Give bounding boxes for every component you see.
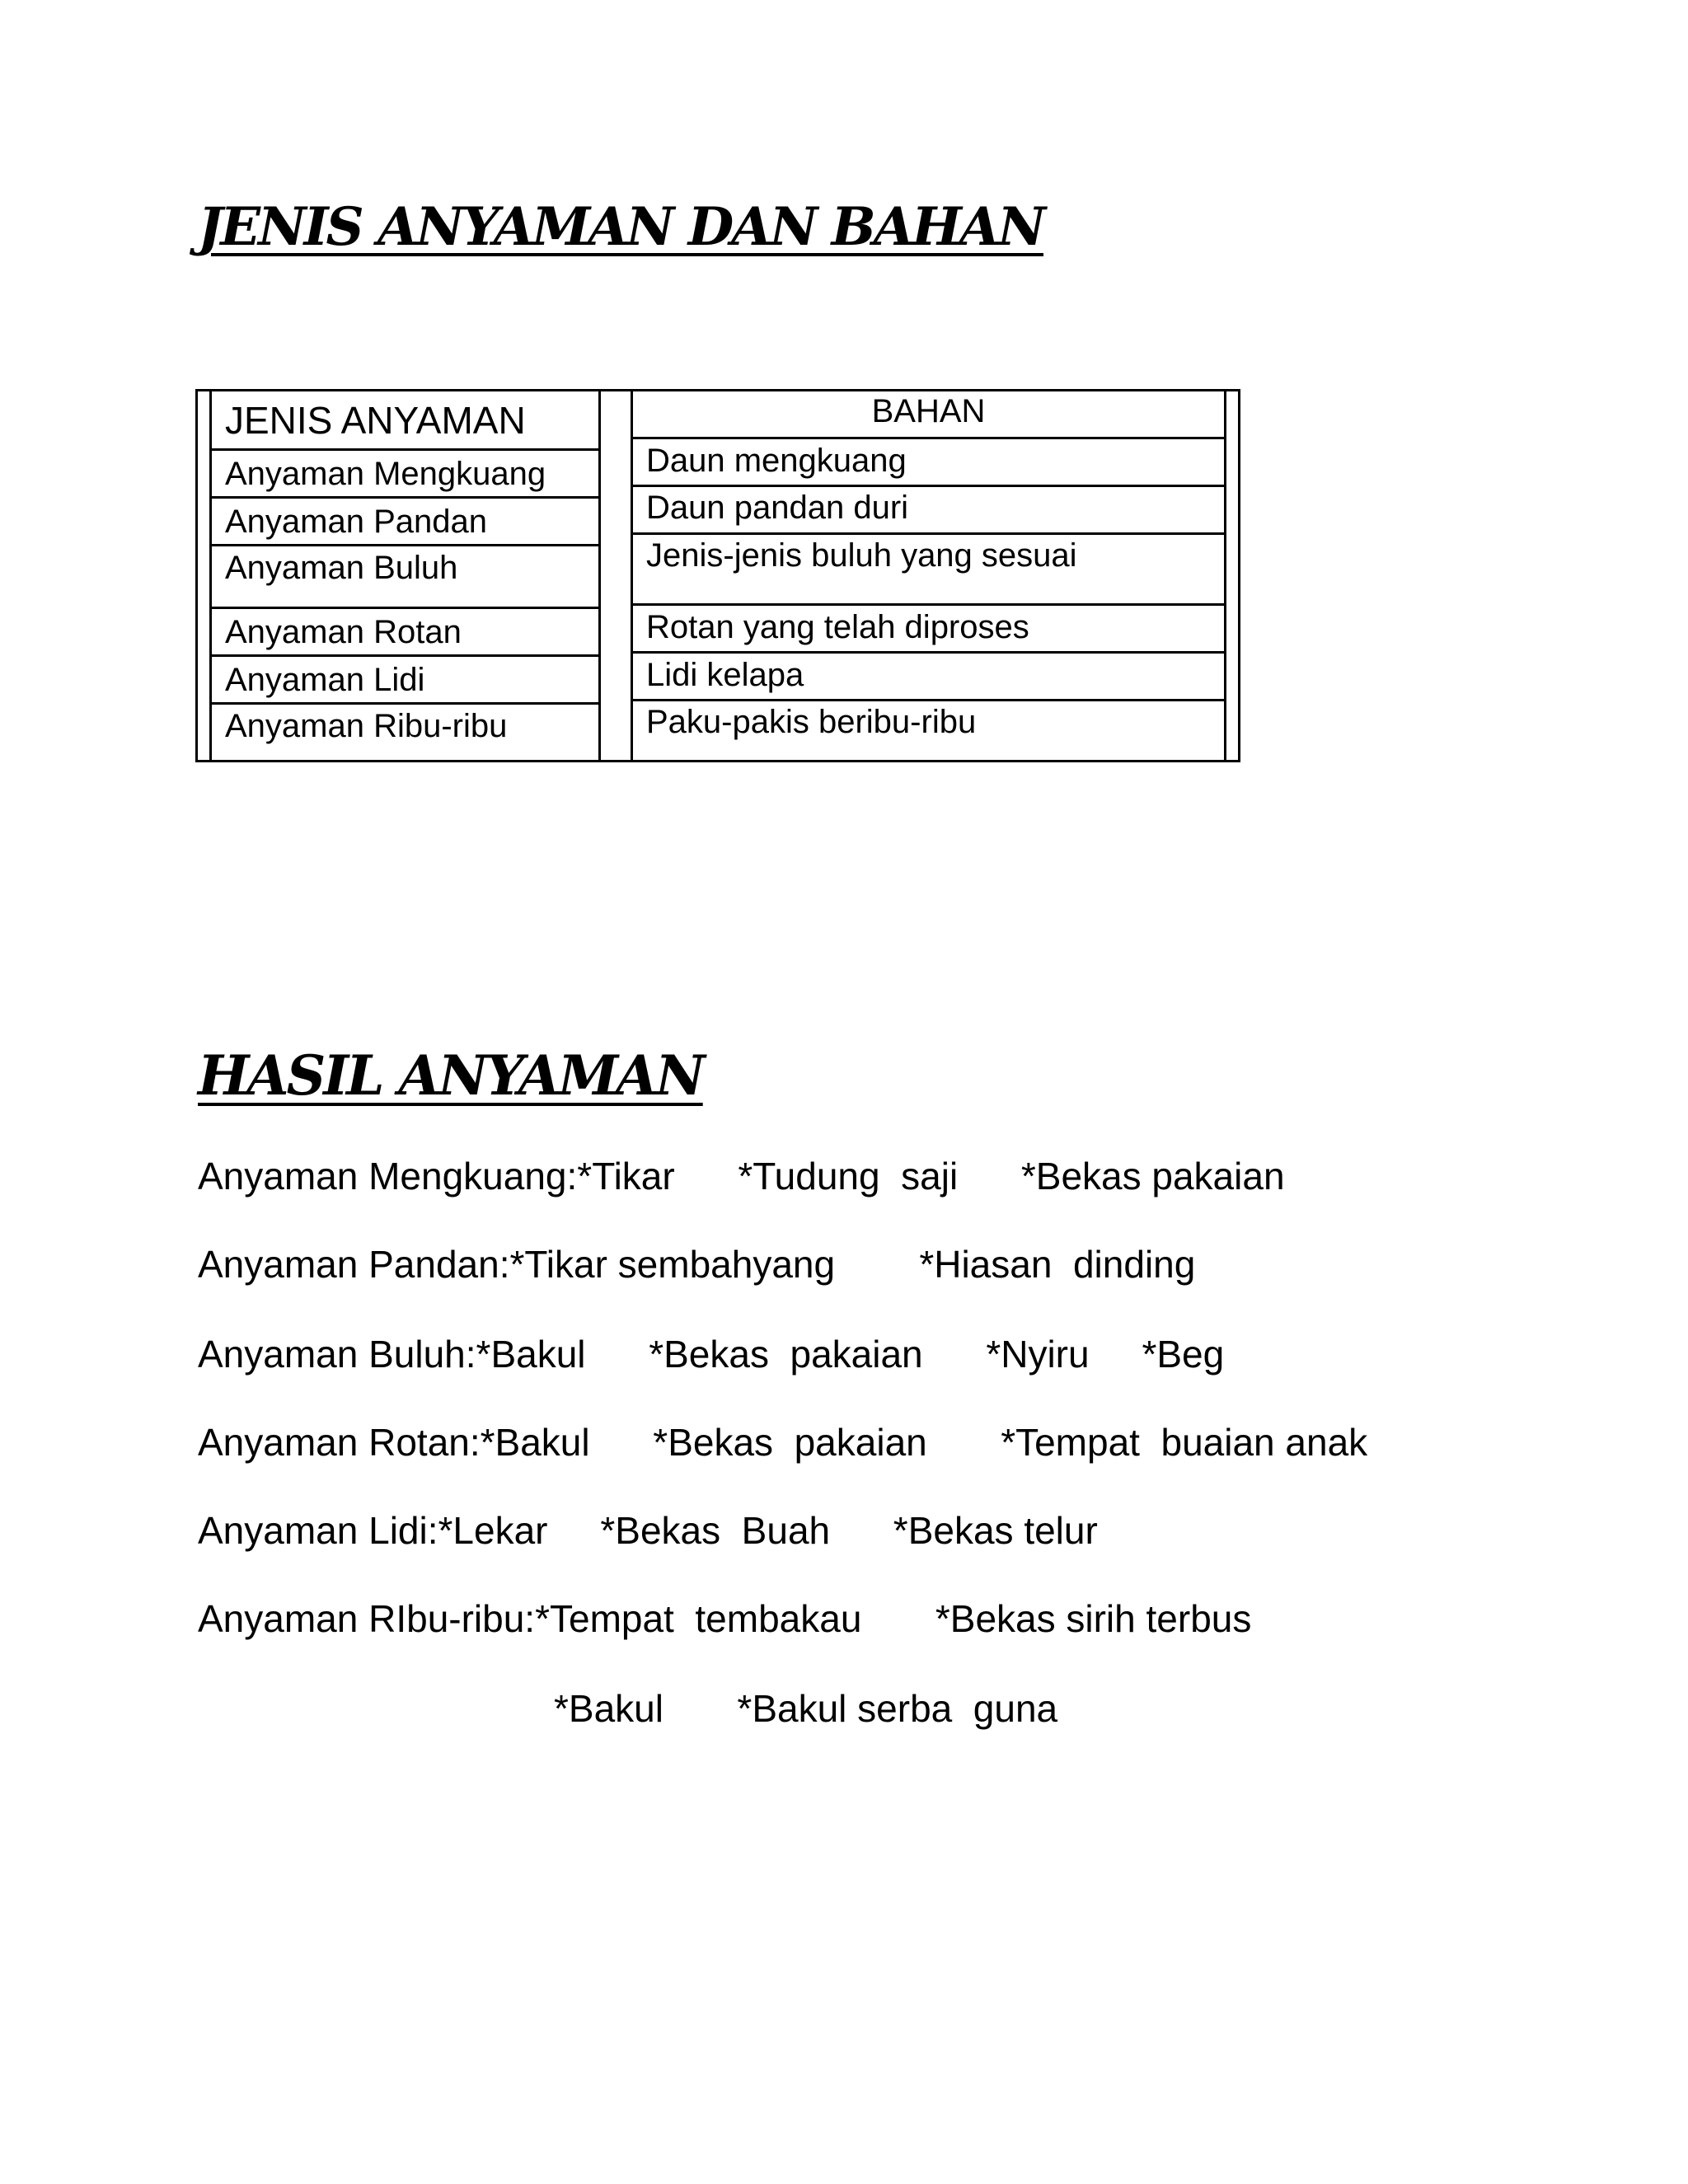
table-cell-bahan: Daun pandan duri bbox=[633, 485, 1224, 532]
table-cell-jenis: Anyaman Lidi bbox=[212, 654, 598, 702]
table-cell-bahan: Rotan yang telah diproses bbox=[633, 603, 1224, 651]
hasil-line: Anyaman Rotan:*Bakul *Bekas pakaian *Tempat buaian anak bbox=[198, 1421, 1368, 1464]
section-title-jenis-anyaman: JENIS ANYAMAN DAN BAHAN bbox=[198, 196, 1043, 258]
table-cell-jenis: Anyaman Buluh bbox=[212, 544, 598, 607]
hasil-line: Anyaman Buluh:*Bakul *Bekas pakaian *Nyiru *Beg bbox=[198, 1333, 1225, 1376]
table-cell-bahan: Jenis-jenis buluh yang sesuai bbox=[633, 532, 1224, 603]
table-cell-bahan: Paku-pakis beribu-ribu bbox=[633, 699, 1224, 761]
table-cell-jenis: Anyaman Ribu-ribu bbox=[212, 702, 598, 761]
hasil-line-continuation: *Bakul *Bakul serba guna bbox=[554, 1687, 1058, 1730]
table-cell-bahan: Daun mengkuang bbox=[633, 437, 1224, 485]
hasil-line: Anyaman Pandan:*Tikar sembahyang *Hiasan dinding bbox=[198, 1243, 1196, 1286]
table-cell-jenis: Anyaman Pandan bbox=[212, 496, 598, 544]
table-cell-jenis: Anyaman Mengkuang bbox=[212, 448, 598, 496]
table-header-jenis: JENIS ANYAMAN bbox=[225, 399, 526, 442]
table-column-bahan bbox=[631, 391, 1226, 761]
hasil-line: Anyaman Mengkuang:*Tikar *Tudung saji *Bekas pakaian bbox=[198, 1155, 1285, 1197]
table-cell-bahan: Lidi kelapa bbox=[633, 651, 1224, 699]
table-column-jenis bbox=[209, 391, 601, 761]
section-title-hasil-anyaman: HASIL ANYAMAN bbox=[198, 1043, 703, 1108]
hasil-line: Anyaman RIbu-ribu:*Tempat tembakau *Bekas sirih terbus bbox=[198, 1597, 1252, 1640]
table-header-bahan: BAHAN bbox=[871, 393, 986, 429]
table-cell-jenis: Anyaman Rotan bbox=[212, 607, 598, 654]
hasil-line: Anyaman Lidi:*Lekar *Bekas Buah *Bekas telur bbox=[198, 1509, 1098, 1552]
